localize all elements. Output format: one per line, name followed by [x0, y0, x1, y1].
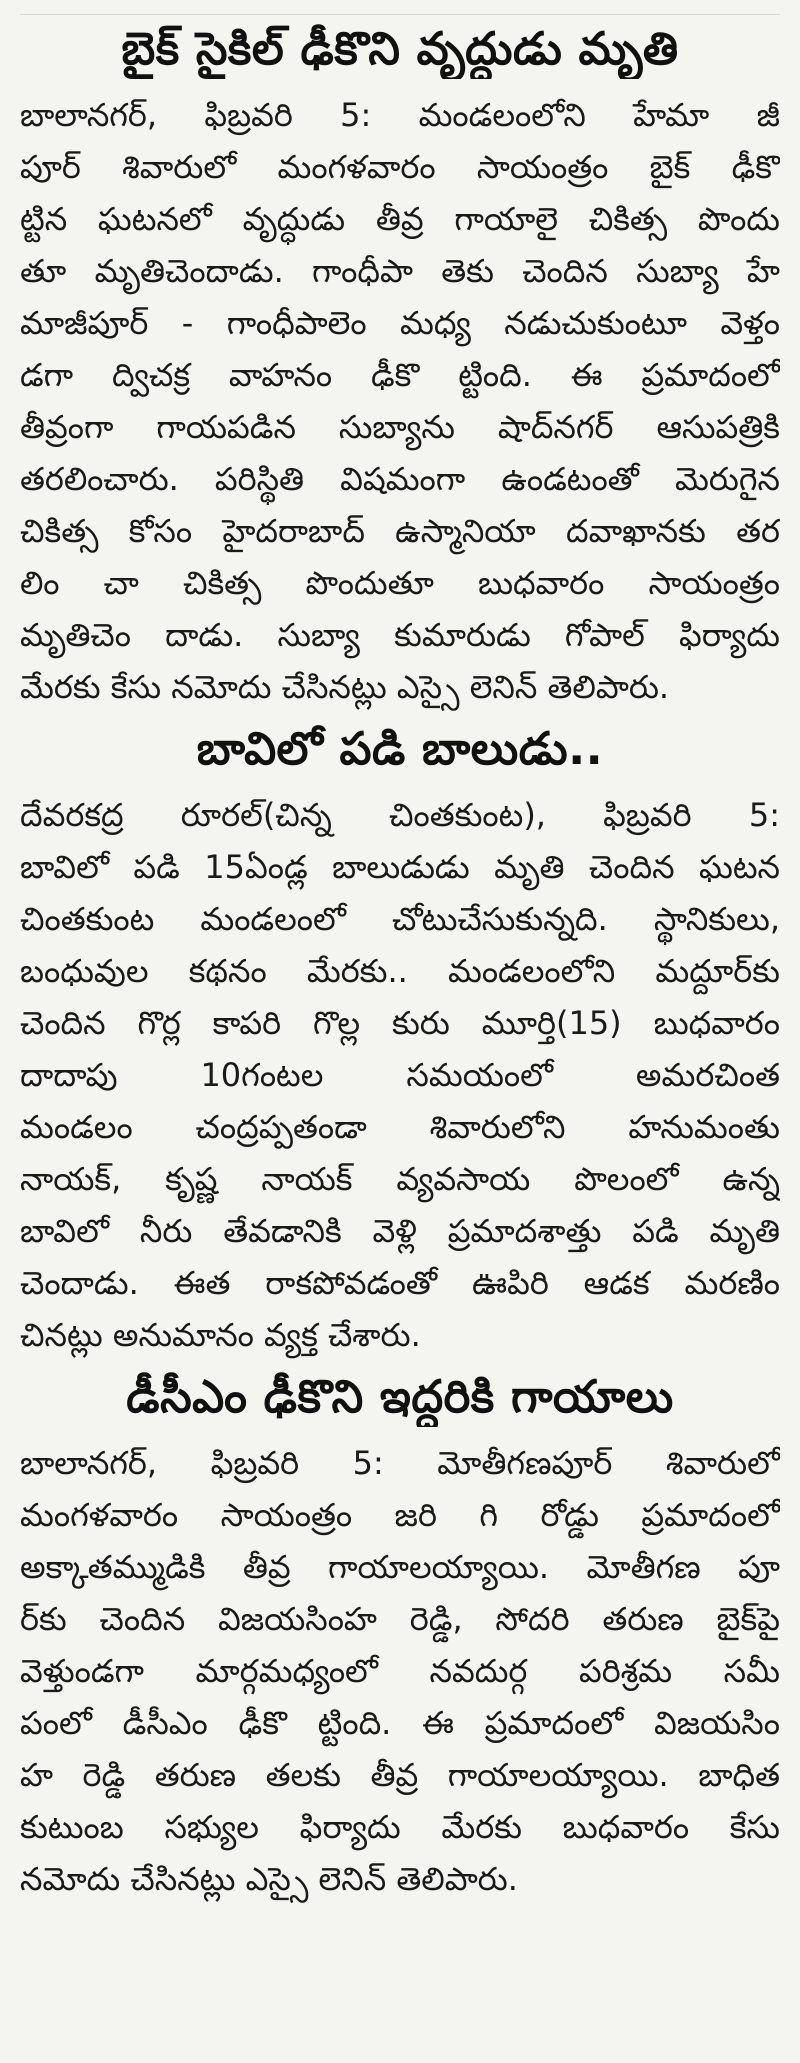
body-line: బాలానగర్, ఫిబ్రవరి 5: మోతీగణపూర్ శివారులో — [20, 1444, 780, 1482]
body-line: బావిలో పడి 15ఏండ్ల బాలుడుడు మృతి చెందిన ఘటన — [20, 848, 780, 886]
body-line: పంలో డీసీఎం ఢీకొ ట్టింది. ఈ ప్రమాదంలో విజయసిం — [20, 1704, 780, 1742]
body-line: తీవ్రంగా గాయపడిన సుబ్యాను షాద్‌నగర్ ఆసుపత్రికి — [20, 408, 780, 446]
body-line: చెందిన గొర్ల కాపరి గొల్ల కురు మూర్తి(15) బుధవారం — [20, 1004, 780, 1042]
body-line: చెందాడు. ఈత రాకపోవడంతో ఊపిరి ఆడక మరణిం — [20, 1264, 780, 1302]
article-headline: బైక్ సైకిల్ ఢీకొని వృద్ధుడు మృతి — [121, 22, 679, 75]
body-line: చినట్లు అనుమానం వ్యక్త చేశారు. — [20, 1316, 421, 1354]
article-headline: బావిలో పడి బాలుడు.. — [196, 722, 604, 775]
body-line: నాయక్, కృష్ణ నాయక్ వ్యవసాయ పొలంలో ఉన్న — [20, 1160, 780, 1198]
article-body — [20, 1437, 780, 1905]
body-line: బంధువుల కథనం మేరకు.. మండలంలోని మద్దూర్‌కు — [20, 952, 780, 990]
body-line: మృతిచెం దాడు. సుబ్యా కుమారుడు గోపాల్ ఫిర్యాదు — [20, 616, 780, 654]
body-line: ట్టిన ఘటనలో వృద్ధుడు తీవ్ర గాయాలై చికిత్స పొందు — [20, 200, 780, 238]
article-boy-in-well — [20, 719, 780, 1361]
body-line: ర్‌కు చెందిన విజయసింహ రెడ్డి, సోదరి తరుణ బైక్‌పై — [20, 1600, 780, 1638]
body-line: వెళ్తుండగా మార్గమధ్యంలో నవదుర్గ పరిశ్రమ సమీ — [20, 1652, 780, 1690]
body-line: తరలించారు. పరిస్థితి విషమంగా ఉండటంతో మెరుగైన — [20, 460, 780, 498]
body-line: దేవరకద్ర రూరల్(చిన్న చింతకుంట), ఫిబ్రవరి 5: — [20, 796, 780, 834]
body-line: బావిలో నీరు తేవడానికి వెళ్లి ప్రమాదశాత్తు పడి మృతి — [20, 1212, 780, 1250]
body-line: డగా ద్విచక్ర వాహనం ఢీకొ ట్టింది. ఈ ప్రమాదంలో — [20, 356, 780, 394]
article-body — [20, 789, 780, 1361]
clipping-top-edge — [20, 0, 780, 15]
article-dcm-accident — [20, 1367, 780, 1905]
body-line: చింతకుంట మండలంలో చోటుచేసుకున్నది. స్థానికులు, — [20, 900, 780, 938]
body-line: మండలం చంద్రప్పతండా శివారులోని హనుమంతు — [20, 1108, 780, 1146]
body-line: చికిత్స కోసం హైదరాబాద్ ఉస్మానియా దవాఖానకు తర — [20, 512, 780, 550]
body-line: హ రెడ్డి తరుణ తలకు తీవ్ర గాయాలయ్యాయి. బాధిత — [20, 1756, 780, 1794]
article-headline: డీసీఎం ఢీకొని ఇద్దరికి గాయాలు — [126, 1370, 674, 1423]
body-line: అక్కాతమ్ముడికి తీవ్ర గాయాలయ్యాయి. మోతీగణ పూ — [20, 1548, 780, 1586]
body-line: కుటుంబ సభ్యుల ఫిర్యాదు మేరకు బుధవారం కేసు — [20, 1808, 780, 1846]
article-bike-accident — [20, 19, 780, 713]
body-line: నమోదు చేసినట్లు ఎస్సై లెనిన్ తెలిపారు. — [20, 1860, 518, 1898]
article-body — [20, 89, 780, 713]
body-line: తూ మృతిచెందాడు. గాంధీపా తెకు చెందిన సుబ్యా హే — [20, 252, 780, 290]
body-line: పూర్ శివారులో మంగళవారం సాయంత్రం బైక్ ఢీకొ — [20, 148, 780, 186]
body-line: మేరకు కేసు నమోదు చేసినట్లు ఎస్సై లెనిన్ తెలిపారు. — [20, 668, 670, 706]
body-line: లిం చా చికిత్స పొందుతూ బుధవారం సాయంత్రం — [20, 564, 780, 602]
body-line: దాదాపు 10గంటల సమయంలో అమరచింత — [20, 1056, 780, 1094]
body-line: మాజీపూర్ - గాంధీపాలెం మధ్య నడుచుకుంటూ వెళ్తం — [20, 304, 780, 342]
body-line: మంగళవారం సాయంత్రం జరి గి రోడ్డు ప్రమాదంలో — [20, 1496, 780, 1534]
body-line: బాలానగర్, ఫిబ్రవరి 5: మండలంలోని హేమా జీ — [20, 96, 780, 134]
